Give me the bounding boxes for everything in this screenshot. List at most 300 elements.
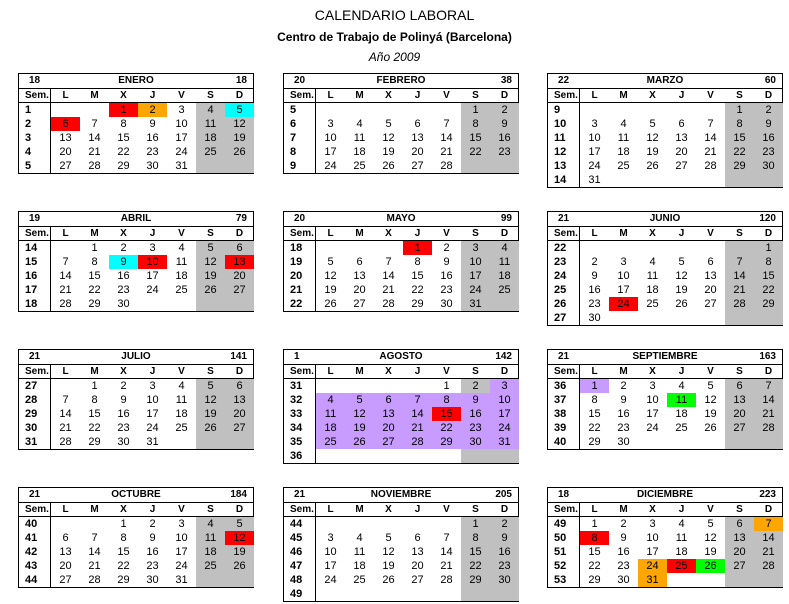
day-cell: 25 [175,422,188,434]
day-cell: 2 [138,103,167,117]
day-cell: 18 [196,131,225,145]
empty-cell [696,103,725,117]
day-column-header: S [196,365,225,379]
day-column-header: D [225,89,254,103]
day-cell: 7 [707,118,714,130]
week-number: 53 [548,573,580,587]
day-column-header: V [432,503,461,517]
empty-cell [80,103,109,117]
week-number: 6 [284,117,316,131]
day-column-header: X [374,89,403,103]
month-start-count: 1 [294,351,300,362]
week-number: 25 [548,283,580,297]
day-cell: 14 [59,408,72,420]
month-start-count: 21 [558,213,570,224]
day-cell: 2 [490,103,519,117]
empty-cell [490,297,519,311]
day-cell: 19 [196,407,225,421]
day-cell: 5 [225,517,254,531]
week-number: 47 [284,559,316,573]
day-cell: 3 [178,518,185,530]
day-cell: 29 [588,436,601,448]
empty-cell [51,103,80,117]
day-cell: 3 [149,380,156,392]
month-header [547,487,783,503]
day-column-header: D [490,89,519,103]
day-column-header: V [167,89,196,103]
day-cell: 7 [403,393,432,407]
day-cell: 21 [403,421,432,435]
empty-cell [725,435,754,449]
day-column-header: J [403,89,432,103]
week-number: 17 [19,283,51,297]
day-cell: 12 [382,546,395,558]
day-cell: 19 [382,146,395,158]
month-days-grid [547,365,783,450]
day-cell: 16 [117,408,130,420]
day-cell: 26 [382,574,395,586]
day-cell: 13 [725,393,754,407]
day-cell: 3 [461,241,490,255]
month-cumulative-count: 18 [235,75,247,86]
month-start-count: 19 [29,213,41,224]
day-cell: 16 [588,284,601,296]
empty-cell [754,435,783,449]
month-junio [547,211,783,326]
day-cell: 16 [490,545,519,559]
week-number: 30 [19,421,51,435]
day-cell: 21 [754,545,783,559]
day-cell: 25 [675,422,688,434]
day-cell: 10 [461,255,490,269]
empty-cell [580,103,609,117]
day-cell: 1 [91,380,98,392]
day-cell: 14 [59,270,72,282]
day-cell: 3 [149,242,156,254]
day-column-header: V [696,503,725,517]
day-cell: 9 [109,255,138,269]
day-cell: 20 [225,269,254,283]
day-cell: 11 [490,255,519,269]
day-cell: 2 [120,242,127,254]
day-cell: 13 [374,407,403,421]
empty-cell [667,311,696,325]
week-column-header: Sem. [284,89,316,103]
day-cell: 15 [432,407,461,421]
day-cell: 18 [175,270,188,282]
day-cell: 24 [646,422,659,434]
empty-cell [316,241,345,255]
week-number: 5 [284,103,316,117]
day-cell: 23 [490,145,519,159]
empty-cell [754,173,783,187]
year-label: Año 2009 [368,50,421,64]
week-number: 9 [548,103,580,117]
week-number: 29 [19,407,51,421]
month-agosto [283,349,519,464]
empty-cell [667,173,696,187]
month-header [283,211,519,227]
day-cell: 11 [175,394,188,406]
month-julio [18,349,254,450]
day-column-header: L [316,503,345,517]
day-cell: 17 [146,270,159,282]
day-cell: 30 [490,573,519,587]
day-cell: 25 [490,283,519,297]
day-cell: 27 [725,421,754,435]
day-cell: 6 [374,393,403,407]
month-cumulative-count: 184 [230,489,247,500]
empty-cell [167,435,196,449]
day-cell: 23 [117,284,130,296]
day-column-header: J [403,503,432,517]
day-cell: 31 [461,297,490,311]
day-cell: 8 [91,394,98,406]
day-cell: 8 [91,256,98,268]
empty-cell [403,103,432,117]
month-header [283,349,519,365]
day-cell: 26 [696,559,725,573]
day-cell: 21 [754,407,783,421]
day-cell: 29 [117,574,130,586]
day-cell: 14 [725,269,754,283]
day-cell: 21 [440,146,453,158]
empty-cell [609,103,638,117]
day-column-header: J [403,365,432,379]
day-cell: 19 [196,269,225,283]
day-cell: 16 [146,546,159,558]
day-column-header: V [696,89,725,103]
day-cell: 7 [91,118,98,130]
week-number: 43 [19,559,51,573]
day-cell: 28 [59,436,72,448]
day-cell: 13 [225,255,254,269]
day-cell: 21 [88,560,101,572]
day-cell: 25 [353,160,366,172]
day-cell: 24 [324,160,337,172]
day-cell: 28 [725,297,754,311]
day-cell: 12 [196,255,225,269]
day-cell: 4 [178,242,185,254]
day-cell: 8 [461,117,490,131]
day-cell: 12 [196,393,225,407]
empty-cell [196,297,225,311]
day-column-header: M [609,503,638,517]
day-column-header: V [167,503,196,517]
day-cell: 8 [591,394,598,406]
day-cell: 30 [461,435,490,449]
month-start-count: 21 [558,351,570,362]
week-number: 4 [19,145,51,159]
empty-cell [432,103,461,117]
day-cell: 28 [403,435,432,449]
day-cell: 24 [638,559,667,573]
day-cell: 24 [324,574,337,586]
day-cell: 13 [225,393,254,407]
day-cell: 10 [146,394,159,406]
day-cell: 19 [345,421,374,435]
day-cell: 22 [754,283,783,297]
day-cell: 10 [324,132,337,144]
day-cell: 11 [617,132,630,144]
month-days-grid [283,365,519,464]
day-cell: 24 [175,560,188,572]
day-column-header: X [638,365,667,379]
day-cell: 27 [59,574,72,586]
day-cell: 29 [588,574,601,586]
day-cell: 1 [109,103,138,117]
week-number: 34 [284,421,316,435]
day-cell: 24 [146,422,159,434]
day-cell: 20 [411,560,424,572]
day-cell: 4 [678,380,685,392]
day-cell: 23 [617,560,630,572]
day-cell: 28 [754,421,783,435]
week-column-header: Sem. [284,365,316,379]
day-cell: 29 [725,159,754,173]
empty-cell [316,103,345,117]
day-cell: 14 [88,132,101,144]
day-cell: 11 [646,270,659,282]
day-cell: 11 [196,117,225,131]
day-cell: 30 [117,436,130,448]
day-column-header: D [225,503,254,517]
day-cell: 18 [675,408,688,420]
month-start-count: 18 [558,489,570,500]
empty-cell [403,449,432,463]
month-mayo [283,211,519,312]
day-cell: 8 [120,532,127,544]
month-cumulative-count: 223 [759,489,776,500]
empty-cell [638,435,667,449]
month-cumulative-count: 60 [764,75,776,86]
day-cell: 1 [461,517,490,531]
day-cell: 15 [88,408,101,420]
month-days-grid [283,89,519,174]
day-cell: 2 [120,380,127,392]
empty-cell [138,297,167,311]
day-column-header: L [580,365,609,379]
week-column-header: Sem. [548,227,580,241]
day-column-header: D [754,365,783,379]
day-cell: 19 [225,545,254,559]
month-cumulative-count: 99 [500,213,512,224]
day-column-header: S [461,503,490,517]
day-cell: 8 [120,118,127,130]
day-column-header: V [696,227,725,241]
month-cumulative-count: 141 [230,351,247,362]
day-cell: 27 [411,160,424,172]
day-cell: 1 [120,518,127,530]
empty-cell [667,573,696,587]
day-cell: 2 [149,518,156,530]
day-cell: 3 [591,118,598,130]
week-number: 33 [284,407,316,421]
week-number: 16 [19,269,51,283]
month-diciembre [547,487,783,588]
day-column-header: J [138,503,167,517]
day-cell: 9 [443,256,450,268]
empty-cell [754,311,783,325]
day-cell: 26 [675,298,688,310]
day-cell: 23 [146,560,159,572]
day-cell: 17 [588,146,601,158]
empty-cell [461,159,490,173]
day-cell: 22 [88,284,101,296]
day-cell: 11 [316,407,345,421]
week-number: 2 [19,117,51,131]
day-cell: 10 [588,132,601,144]
week-number: 45 [284,531,316,545]
empty-cell [167,297,196,311]
empty-cell [725,573,754,587]
month-name: MARZO [646,75,684,86]
day-cell: 10 [617,270,630,282]
day-cell: 31 [146,436,159,448]
day-cell: 13 [675,132,688,144]
day-cell: 19 [704,408,717,420]
day-cell: 25 [353,574,366,586]
day-cell: 5 [385,532,392,544]
day-column-header: M [80,503,109,517]
day-column-header: J [667,227,696,241]
empty-cell [638,241,667,255]
empty-cell [461,449,490,463]
day-cell: 7 [754,379,783,393]
day-cell: 22 [432,421,461,435]
day-cell: 9 [461,393,490,407]
month-header [18,211,254,227]
day-column-header: V [167,365,196,379]
day-cell: 20 [353,284,366,296]
week-column-header: Sem. [548,89,580,103]
day-cell: 15 [117,132,130,144]
day-cell: 19 [324,284,337,296]
month-start-count: 22 [558,75,570,86]
day-cell: 26 [704,422,717,434]
week-number: 22 [548,241,580,255]
day-cell: 23 [440,284,453,296]
month-header [18,487,254,503]
month-start-count: 20 [294,213,306,224]
day-cell: 12 [225,531,254,545]
day-cell: 16 [461,407,490,421]
day-column-header: S [461,365,490,379]
day-cell: 27 [59,160,72,172]
day-cell: 29 [432,435,461,449]
month-header [547,73,783,89]
month-name: ENERO [118,75,154,86]
day-column-header: M [80,89,109,103]
day-cell: 22 [725,145,754,159]
week-number: 15 [19,255,51,269]
week-number: 22 [284,297,316,311]
day-cell: 23 [754,145,783,159]
empty-cell [225,159,254,173]
empty-cell [345,103,374,117]
day-cell: 22 [588,560,601,572]
empty-cell [754,573,783,587]
day-cell: 18 [196,545,225,559]
month-header [283,73,519,89]
month-octubre [18,487,254,588]
day-column-header: S [196,503,225,517]
day-cell: 2 [443,242,450,254]
day-cell: 30 [440,298,453,310]
day-cell: 13 [353,270,366,282]
week-number: 10 [548,117,580,131]
month-days-grid [547,227,783,326]
day-cell: 15 [88,270,101,282]
week-number: 19 [284,255,316,269]
empty-cell [696,241,725,255]
month-header [547,211,783,227]
day-cell: 4 [678,518,685,530]
empty-cell [374,103,403,117]
day-column-header: L [316,227,345,241]
day-cell: 15 [588,408,601,420]
day-cell: 9 [149,532,156,544]
day-cell: 21 [59,422,72,434]
empty-cell [725,173,754,187]
day-cell: 7 [62,256,69,268]
day-cell: 21 [725,283,754,297]
empty-cell [345,379,374,393]
day-column-header: M [345,365,374,379]
day-column-header: X [638,503,667,517]
month-header [18,73,254,89]
day-column-header: J [667,89,696,103]
day-cell: 28 [704,160,717,172]
day-cell: 7 [385,256,392,268]
day-cell: 20 [675,146,688,158]
day-cell: 4 [649,256,656,268]
day-cell: 4 [316,393,345,407]
week-number: 36 [284,449,316,463]
day-cell: 1 [403,241,432,255]
day-cell: 17 [490,407,519,421]
day-column-header: D [754,89,783,103]
day-cell: 10 [646,394,659,406]
day-cell: 9 [120,394,127,406]
month-marzo [547,73,783,188]
day-cell: 1 [91,242,98,254]
empty-cell [638,173,667,187]
month-name: JUNIO [649,213,681,224]
day-cell: 6 [725,379,754,393]
day-cell: 23 [617,422,630,434]
day-cell: 7 [443,532,450,544]
day-cell: 18 [646,284,659,296]
day-cell: 21 [704,146,717,158]
day-cell: 22 [117,146,130,158]
day-cell: 14 [754,531,783,545]
day-cell: 18 [353,560,366,572]
day-cell: 16 [146,132,159,144]
day-cell: 17 [324,560,337,572]
day-cell: 10 [646,532,659,544]
day-cell: 25 [667,559,696,573]
day-cell: 18 [617,146,630,158]
day-cell: 10 [324,546,337,558]
day-cell: 21 [59,284,72,296]
day-cell: 8 [432,393,461,407]
day-cell: 2 [591,256,598,268]
empty-cell [432,587,461,601]
day-cell: 6 [725,517,754,531]
day-cell: 9 [490,117,519,131]
empty-cell [51,379,80,393]
